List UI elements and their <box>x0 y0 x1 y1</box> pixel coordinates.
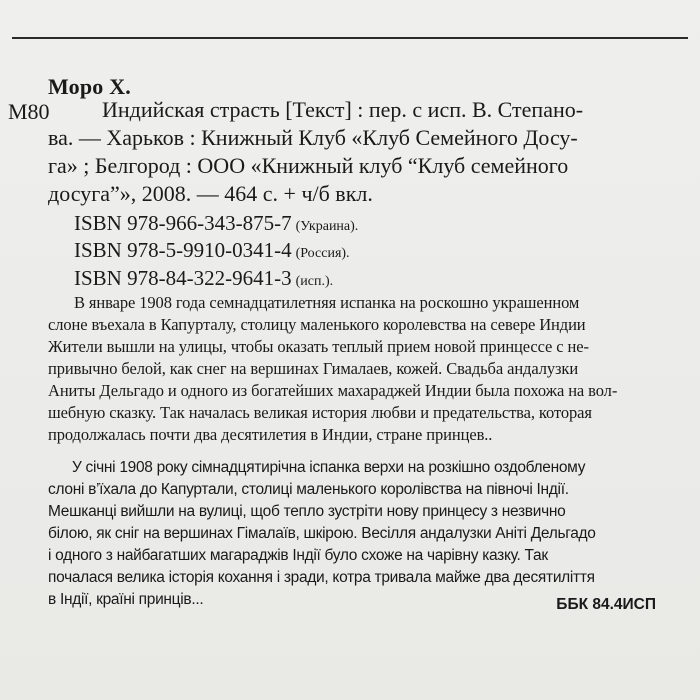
author-code: М80 <box>8 99 50 124</box>
isbn-country: (исп.). <box>295 274 334 289</box>
isbn-spain <box>74 268 333 289</box>
annotation-ru-line-6: шебную сказку. Так началась великая история любви и предательства, которая <box>48 403 592 422</box>
isbn-number: ISBN 978-84-322-9641-3 <box>74 266 292 290</box>
annotation-uk-line-7: в Індії, країні принців... <box>48 591 204 608</box>
annotation-ru-line-2: слоне въехала в Капурталу, столицу маленького королевства на севере Индии <box>48 315 586 334</box>
isbn-ukraine <box>74 213 358 234</box>
annotation-uk-line-5: і одного з найбагатших магараджів Індії було схоже на чарівну казку. Так <box>48 547 548 564</box>
biblio-line-3: га» ; Белгород : ООО «Книжный клуб “Клуб семейного <box>48 153 569 178</box>
isbn-country: (Украина). <box>295 219 359 234</box>
annotation-uk-line-2: слоні в’їхала до Капуртали, столиці маленького королівства на півночі Індії. <box>48 481 569 498</box>
annotation-uk-line-3: Мешканці вийшли на вулиці, щоб тепло зустріти нову принцесу з незвично <box>48 503 566 520</box>
bbk-code: ББК 84.4ИСП <box>556 596 656 613</box>
annotation-ru-line-5: Аниты Дельгадо и одного из богатейших махараджей Индии была похожа на вол- <box>48 381 618 400</box>
biblio-line-2: ва. — Харьков : Книжный Клуб «Клуб Семейного Досу- <box>48 125 578 150</box>
biblio-line-1: Индийская страсть [Текст] : пер. с исп. В. Степано- <box>102 97 584 122</box>
annotation-uk-line-4: білою, як сніг на вершинах Гімалаїв, шкірою. Весілля андалузки Аніті Дельгадо <box>48 525 596 542</box>
isbn-russia <box>74 240 350 261</box>
annotation-ru-line-3: Жители вышли на улицы, чтобы оказать теплый прием новой принцессе с не- <box>48 337 589 356</box>
isbn-country: (Россия). <box>295 246 350 261</box>
annotation-uk-line-1: У січні 1908 року сімнадцятирічна іспанка верхи на розкішно оздобленому <box>72 459 586 476</box>
author-heading: Моро Х. <box>48 74 131 99</box>
biblio-line-4: досуга”», 2008. — 464 с. + ч/б вкл. <box>48 181 373 206</box>
annotation-ru-line-4: привычно белой, как снег на вершинах Гималаев, кожей. Свадьба андалузки <box>48 359 579 378</box>
annotation-ru-line-7: продолжалась почти два десятилетия в Индии, стране принцев.. <box>48 425 493 444</box>
annotation-uk-line-6: почалася велика історія кохання і зради, котра тривала майже два десятиліття <box>48 569 595 586</box>
annotation-ru-line-1: В январе 1908 года семнадцатилетняя испанка на роскошно украшенном <box>74 293 580 312</box>
isbn-number: ISBN 978-5-9910-0341-4 <box>74 238 292 262</box>
top-rule <box>12 37 688 39</box>
isbn-number: ISBN 978-966-343-875-7 <box>74 211 292 235</box>
